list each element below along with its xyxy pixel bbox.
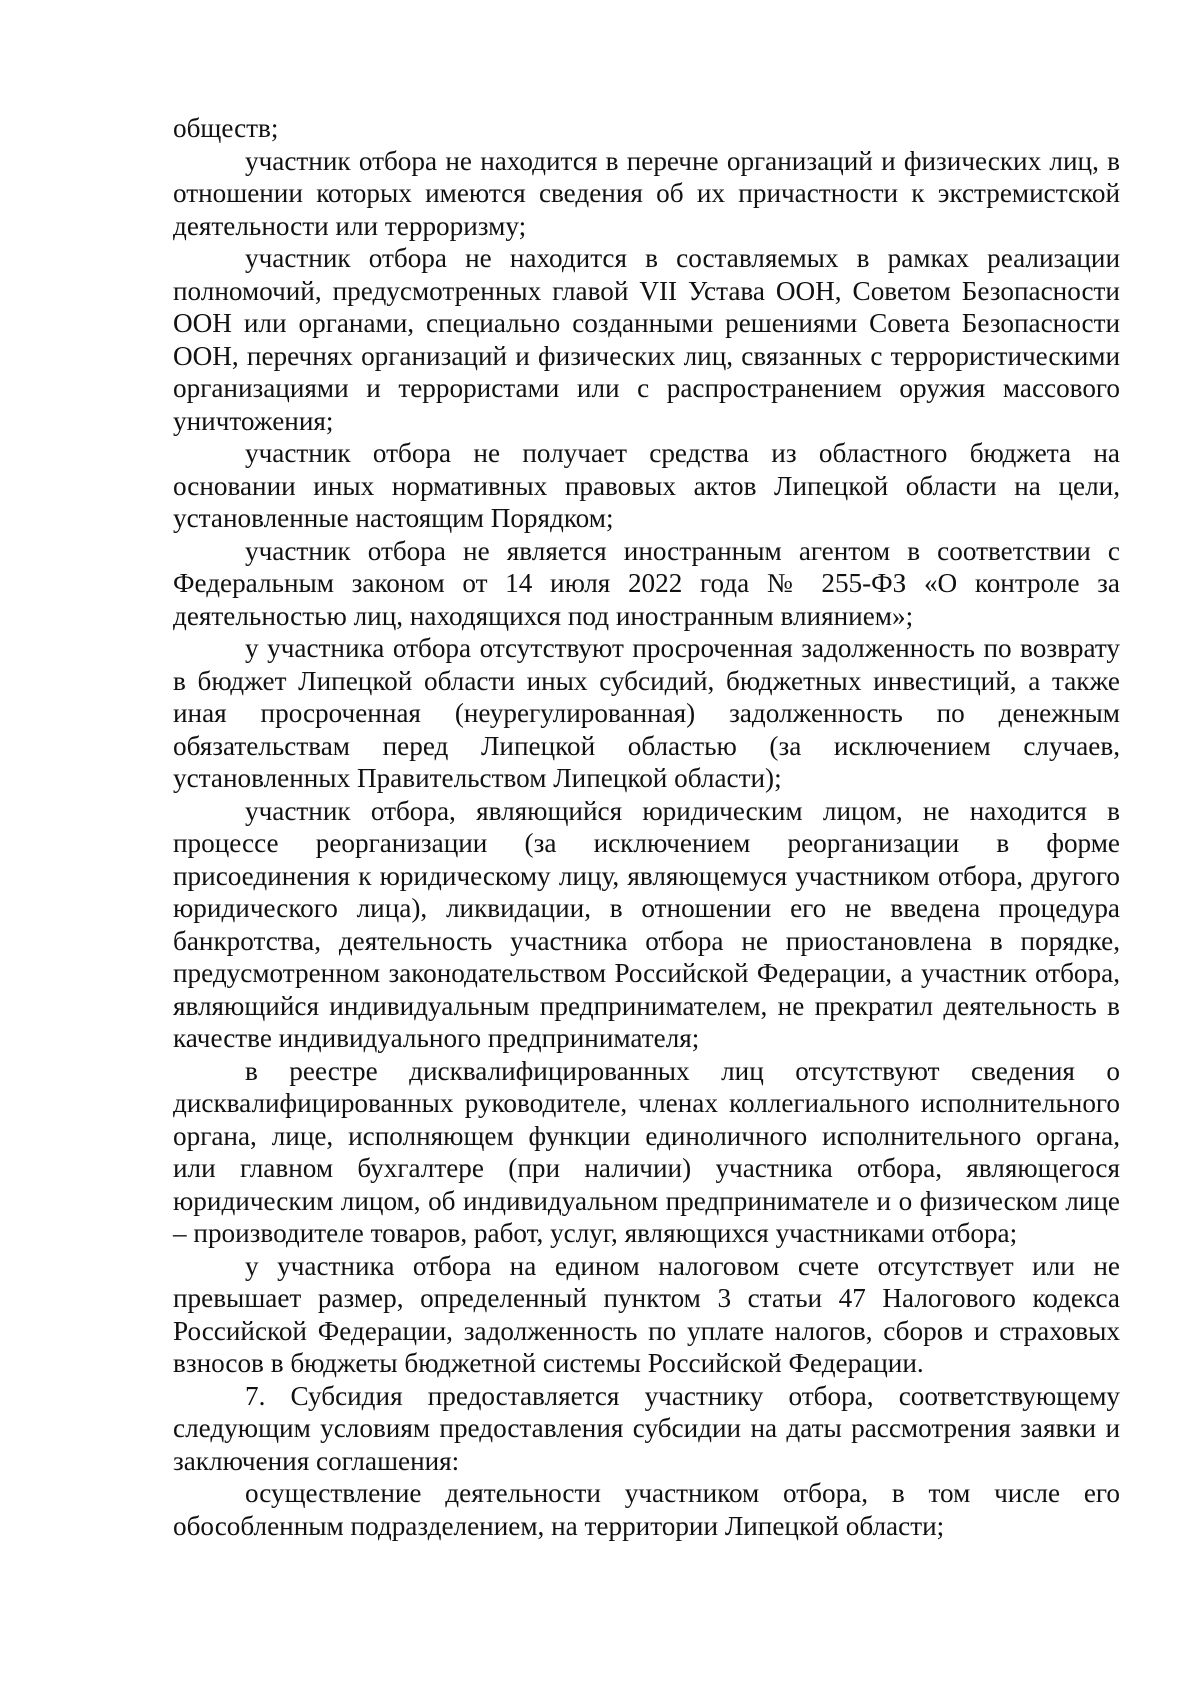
paragraph-territory-condition: осуществление деятельности участником отбора, в том числе его обособленным подразделением, на территории Липецкой области; [173, 1478, 1120, 1541]
paragraph-tax-debt: у участника отбора на едином налоговом счете отсутствует или не превышает размер, определенный пунктом 3 статьи 47 Налогового кодекса Российской Федерации, задолженность по уплате налогов, сборов и страховых взносов в бюджеты бюджетной системы Российской Федерации. [173, 1250, 1120, 1378]
paragraph-regional-budget-funds: участник отбора не получает средства из областного бюджета на основании иных нормативных правовых актов Липецкой области на цели, установленные настоящим Порядком; [173, 438, 1120, 533]
paragraph-overdue-debt: у участника отбора отсутствуют просроченная задолженность по возврату в бюджет Липецкой области иных субсидий, бюджетных инвестиций, а также иная просроченная (неурегулированная) задолженность по денежным обязательствам перед Липецкой областью (за исключением случаев, установленных Правительством Липецкой области); [173, 633, 1120, 793]
paragraph-subsidy-conditions: 7. Субсидия предоставляется участнику отбора, соответствующему следующим условиям предоставления субсидии на даты рассмотрения заявки и заключения соглашения: [173, 1380, 1120, 1476]
paragraph-un-security-council-list: участник отбора не находится в составляемых в рамках реализации полномочий, предусмотренных главой VII Устава ООН, Советом Безопасности ООН или органами, специально созданными решениями Совета Безопасности ООН, перечнях организаций и физических лиц, связанных с террористическими организациями и террористами или с распространением оружия массового уничтожения; [173, 243, 1120, 436]
paragraph-foreign-agent: участник отбора не является иностранным агентом в соответствии с Федеральным законом от 14 июля 2022 года № 255-ФЗ «О контроле за деятельностью лиц, находящихся под иностранным влиянием»; [173, 535, 1120, 631]
paragraph-disqualified-persons: в реестре дисквалифицированных лиц отсутствуют сведения о дисквалифицированных руководителе, членах коллегиального исполнительного органа, лице, исполняющем функции единоличного исполнительного органа, или главном бухгалтере (при наличии) участника отбора, являющегося юридическим лицом, об индивидуальном предпринимателе и о физическом лице – производителе товаров, работ, услуг, являющихся участниками отбора; [173, 1055, 1120, 1248]
paragraph-continuation: обществ; [173, 113, 279, 143]
paragraph-extremism-list: участник отбора не находится в перечне организаций и физических лиц, в отношении которых имеются сведения об их причастности к экстремистской деятельности или терроризму; [173, 145, 1120, 241]
paragraph-reorganization-bankruptcy: участник отбора, являющийся юридическим лицом, не находится в процессе реорганизации (за исключением реорганизации в форме присоединения к юридическому лицу, являющемуся участником отбора, другого юридического лица), ликвидации, в отношении его не введена процедура банкротства, деятельность участника отбора не приостановлена в порядке, предусмотренном законодательством Российской Федерации, а участник отбора, являющийся индивидуальным предпринимателем, не прекратил деятельность в качестве индивидуального предпринимателя; [173, 795, 1120, 1053]
document-body [173, 112, 1120, 1542]
